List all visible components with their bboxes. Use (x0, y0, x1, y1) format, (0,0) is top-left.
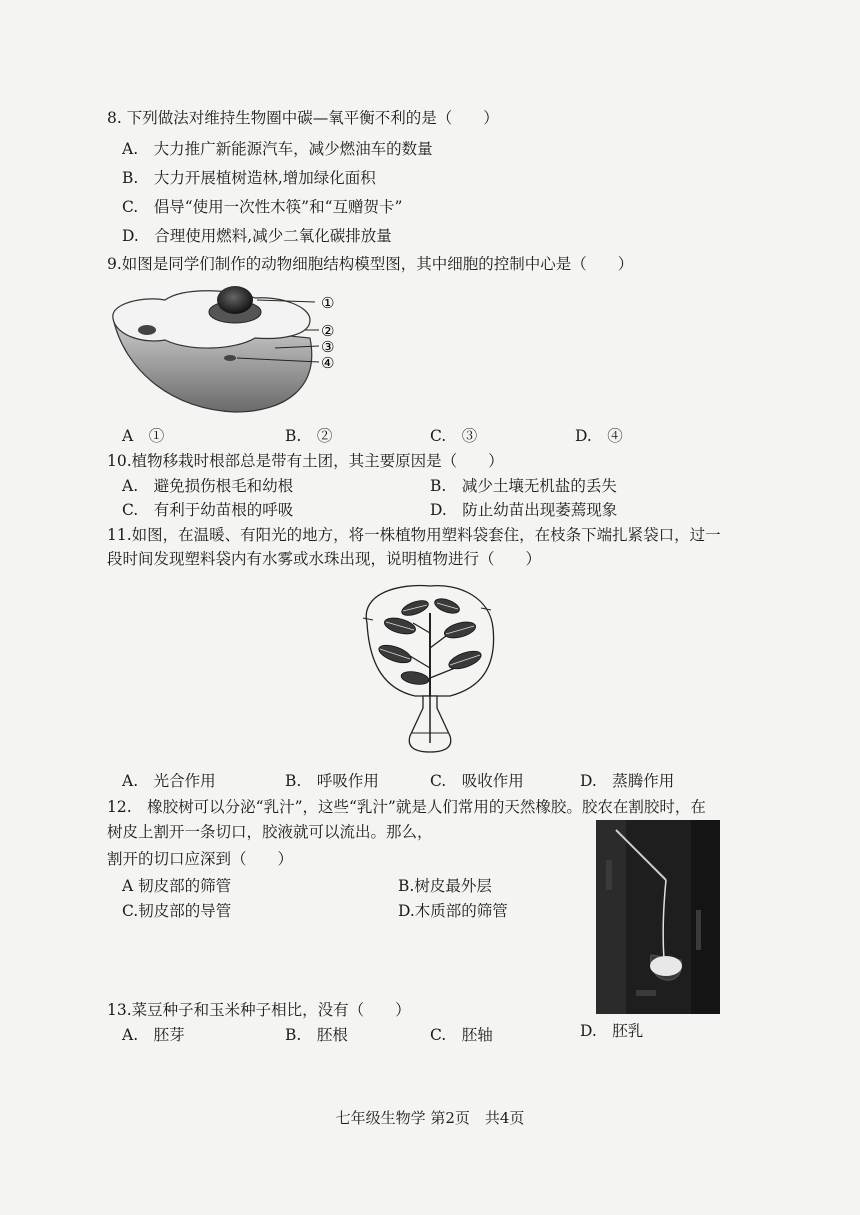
q10-option-b: B. 减少土壤无机盐的丢失 (430, 477, 617, 495)
cell-label-4: ④ (321, 354, 335, 372)
q11-option-b: B. 呼吸作用 (285, 772, 379, 790)
q8-stem: 8. 下列做法对维持生物圈中碳—氧平衡不利的是（ ） (107, 109, 499, 127)
q12-option-c: C.韧皮部的导管 (122, 902, 232, 920)
plant-in-plastic-bag-figure (355, 578, 505, 758)
rubber-tree-tapping-photo (596, 820, 720, 1014)
q10-option-c: C. 有利于幼苗根的呼吸 (122, 501, 294, 519)
q11-option-a: A. 光合作用 (122, 772, 216, 790)
q10-option-a: A. 避免损伤根毛和幼根 (122, 477, 294, 495)
q12-option-a: A 韧皮部的筛管 (122, 877, 232, 895)
q8-option-b: B. 大力开展植树造林,增加绿化面积 (122, 169, 376, 187)
q11-stem-line-2: 段时间发现塑料袋内有水雾或水珠出现，说明植物进行（ ） (107, 550, 542, 568)
q11-option-d: D. 蒸腾作用 (580, 772, 675, 790)
q12-stem-line-3: 割开的切口应深到（ ） (107, 850, 294, 868)
q13-option-d: D. 胚乳 (580, 1022, 644, 1040)
q13-option-b: B. 胚根 (285, 1026, 348, 1044)
q9-stem: 9.如图是同学们制作的动物细胞结构模型图，其中细胞的控制中心是（ ） (107, 255, 634, 273)
q11-option-c: C. 吸收作用 (430, 772, 524, 790)
cell-label-3: ③ (321, 338, 335, 356)
q10-stem: 10.植物移栽时根部总是带有土团，其主要原因是（ ） (107, 452, 504, 470)
q13-option-a: A. 胚芽 (122, 1026, 185, 1044)
q12-stem-line-2: 树皮上割开一条切口，胶液就可以流出。那么， (107, 823, 433, 841)
q8-option-c: C. 倡导“使用一次性木筷”和“互赠贺卡” (122, 198, 403, 216)
q13-option-c: C. 胚轴 (430, 1026, 493, 1044)
cell-label-2: ② (321, 322, 335, 340)
q9-option-a: A ① (122, 427, 165, 445)
q10-option-d: D. 防止幼苗出现萎蔫现象 (430, 501, 618, 519)
q9-option-b: B. ② (285, 427, 333, 445)
q13-stem: 13.菜豆种子和玉米种子相比，没有（ ） (107, 1001, 411, 1019)
q11-stem-line-1: 11.如图，在温暖、有阳光的地方，将一株植物用塑料袋套住，在枝条下端扎紧袋口，过一 (107, 526, 721, 544)
q9-option-d: D. ④ (575, 427, 623, 445)
q9-option-c: C. ③ (430, 427, 478, 445)
animal-cell-model-figure (105, 278, 365, 418)
cell-label-1: ① (321, 294, 335, 312)
q8-option-d: D. 合理使用燃料,减少二氧化碳排放量 (122, 227, 392, 245)
q12-option-b: B.树皮最外层 (398, 877, 492, 895)
q8-option-a: A. 大力推广新能源汽车，减少燃油车的数量 (122, 140, 433, 158)
q12-stem-line-1: 12. 橡胶树可以分泌“乳汁”，这些“乳汁”就是人们常用的天然橡胶。胶农在割胶时，在 (107, 798, 706, 816)
q12-option-d: D.木质部的筛管 (398, 902, 508, 920)
page-footer: 七年级生物学 第2页 共4页 (335, 1109, 525, 1127)
